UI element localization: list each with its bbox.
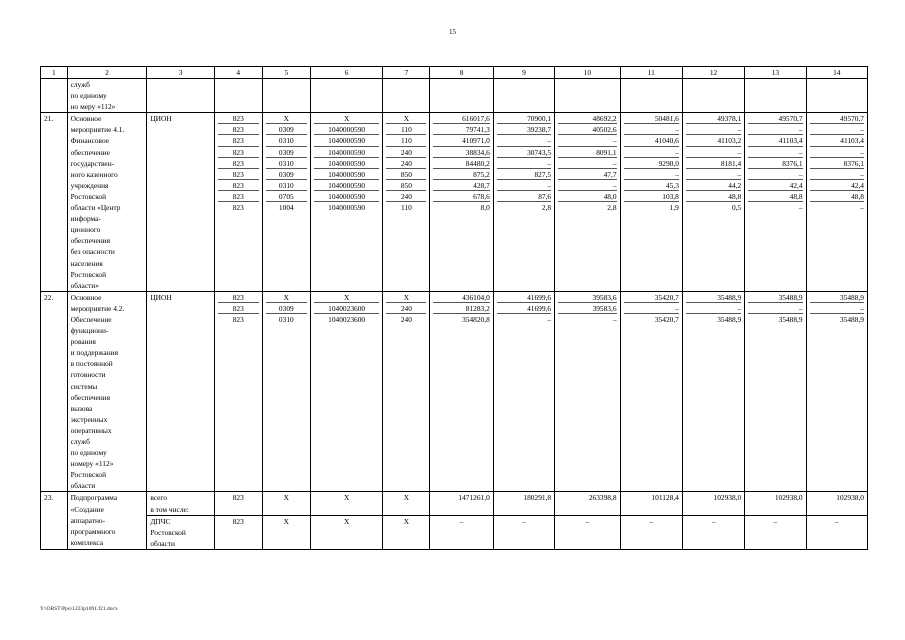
year-cell: –: [620, 515, 682, 549]
sub-row-value: 8,0: [480, 203, 490, 213]
sub-row-value: 38834,6: [433, 147, 489, 158]
name-line: служб: [70, 80, 90, 89]
executor-cell: [147, 79, 214, 113]
sub-row-value: 850: [386, 169, 426, 180]
sub-row-value: 0309: [266, 147, 307, 158]
sub-row-value: –: [497, 135, 551, 146]
sub-row-value: –: [624, 124, 679, 135]
sub-row-value: 47,7: [558, 169, 616, 180]
name-line: обеспечение: [70, 147, 110, 157]
sub-row-value: 240: [400, 314, 412, 324]
executor-cell: [147, 515, 214, 549]
executor-line: ДПЧС: [150, 516, 171, 526]
sub-row-value: 48,8: [748, 191, 802, 202]
sub-row-value: Х: [386, 292, 426, 303]
sub-row-value: Х: [266, 292, 307, 303]
year-cell: [745, 291, 806, 492]
sub-row-value: 354820,8: [462, 314, 490, 324]
budget-table: [40, 66, 868, 550]
sub-row-value: 823: [218, 147, 259, 158]
grbs-cell: [214, 113, 262, 292]
rzpr-cell: Х: [262, 492, 310, 515]
sub-row-value: 49570,7: [748, 113, 802, 124]
vr-cell: [383, 291, 430, 492]
sub-row-value: 1040000590: [314, 158, 380, 169]
name-line: аппаратно-: [70, 515, 106, 525]
sub-row-value: 823: [218, 292, 259, 303]
sub-row-value: Х: [314, 113, 380, 124]
sub-row-value: –: [497, 180, 551, 191]
sub-row-value: 35420,7: [624, 292, 679, 303]
sub-row-value: 48,8: [686, 191, 741, 202]
header-col: 13: [745, 67, 806, 79]
name-line: и поддержания: [70, 348, 119, 358]
rzpr-cell: Х: [262, 515, 310, 549]
vr-cell: Х: [383, 492, 430, 515]
year-cell: 102938,0: [745, 492, 806, 515]
year-cell: [682, 291, 744, 492]
sub-row-value: 0309: [266, 124, 307, 135]
total-cell: –: [430, 515, 493, 549]
sub-row-value: 70900,1: [497, 113, 551, 124]
rzpr-cell: [262, 291, 310, 492]
sub-row-value: 823: [218, 169, 259, 180]
sub-row-value: 823: [232, 314, 244, 324]
sub-row-value: –: [810, 303, 864, 314]
name-line: Основное: [70, 292, 102, 302]
year-cell: [493, 113, 554, 292]
empty-cell: [620, 79, 682, 113]
name-line: в постоянной: [70, 359, 113, 369]
sub-row-value: 8091,1: [558, 147, 616, 158]
name-line: рования: [70, 337, 96, 347]
row-number-cell: 22.: [41, 291, 68, 492]
sub-row-value: 0309: [266, 169, 307, 180]
name-line: Финансовое: [70, 136, 110, 146]
sub-row-value: –: [748, 303, 802, 314]
sub-row-value: –: [686, 147, 741, 158]
sub-row-value: 1040000590: [314, 124, 380, 135]
sub-row-value: 41103,4: [810, 135, 864, 146]
sub-row-value: Х: [386, 113, 426, 124]
sub-row-value: 240: [386, 147, 426, 158]
row-name-cell: [67, 79, 147, 113]
grbs-cell: [214, 291, 262, 492]
sub-row-value: 850: [386, 180, 426, 191]
sub-row-value: 39583,6: [558, 292, 616, 303]
row-number-cell: 23.: [41, 492, 68, 549]
sub-row-value: 35488,9: [686, 292, 741, 303]
sub-row-value: 0310: [266, 158, 307, 169]
sub-row-value: 823: [232, 203, 244, 213]
sub-row-value: 35488,9: [717, 314, 742, 324]
name-line: номеру «112»: [70, 459, 114, 469]
name-line: экстренных: [70, 414, 108, 424]
sub-row-value: 42,4: [748, 180, 802, 191]
sub-row-value: –: [686, 303, 741, 314]
sub-row-value: 0310: [278, 314, 294, 324]
name-line: Обеспечение: [70, 314, 112, 324]
year-cell: [806, 113, 867, 292]
name-line: Ростовской: [70, 269, 107, 279]
sub-row-value: 49570,7: [810, 113, 864, 124]
sub-row-value: –: [686, 169, 741, 180]
name-line: Ростовской: [70, 191, 107, 201]
sub-row-value: 35488,9: [839, 314, 864, 324]
sub-row-value: 35488,9: [778, 314, 803, 324]
table-row-continuation: [41, 79, 868, 113]
sub-row-value: 1040000590: [314, 180, 380, 191]
executor-cell: [147, 492, 214, 515]
sub-row-value: 678,6: [433, 191, 489, 202]
name-line: области «Центр: [70, 203, 121, 213]
year-cell: [493, 291, 554, 492]
sub-row-value: 110: [386, 135, 426, 146]
table-row-23-sub: [41, 515, 868, 549]
year-cell: 102938,0: [682, 492, 744, 515]
sub-row-value: 823: [218, 303, 259, 314]
total-cell: 1471261,0: [430, 492, 493, 515]
name-line: Ростовской: [70, 470, 107, 480]
sub-row-value: 35488,9: [748, 292, 802, 303]
year-cell: [806, 291, 867, 492]
csr-cell: [310, 291, 383, 492]
sub-row-value: 0310: [266, 180, 307, 191]
empty-cell: [745, 79, 806, 113]
header-col: 12: [682, 67, 744, 79]
sub-row-value: 0705: [266, 191, 307, 202]
name-line: «Создание: [70, 504, 104, 514]
empty-cell: [310, 79, 383, 113]
sub-row-value: 0310: [266, 135, 307, 146]
year-cell: [620, 291, 682, 492]
sub-row-value: –: [748, 169, 802, 180]
year-cell: 101128,4: [620, 492, 682, 515]
header-col: 9: [493, 67, 554, 79]
sub-row-value: 1040000590: [314, 147, 380, 158]
empty-cell: [806, 79, 867, 113]
empty-cell: [262, 79, 310, 113]
name-line: мероприятие 4.1.: [70, 125, 125, 135]
sub-row-value: –: [612, 314, 617, 324]
sub-row-value: 45,3: [624, 180, 679, 191]
sub-row-value: 48692,2: [558, 113, 616, 124]
name-line: Подпрограмма: [70, 493, 118, 503]
sub-row-value: –: [748, 124, 802, 135]
year-cell: –: [682, 515, 744, 549]
sub-row-value: 875,2: [433, 169, 489, 180]
sub-row-value: 2,8: [607, 203, 617, 213]
name-line: мероприятие 4.2.: [70, 303, 125, 313]
sub-row-value: 35488,9: [810, 292, 864, 303]
grbs-cell: 823: [214, 492, 262, 515]
name-line: государствен-: [70, 158, 115, 168]
sub-row-value: –: [860, 203, 864, 213]
sub-row-value: –: [624, 303, 679, 314]
year-cell: 180291,8: [493, 492, 554, 515]
name-line: но меру «112»: [70, 102, 116, 112]
page-number: 15: [449, 28, 456, 36]
row-number-cell: [41, 79, 68, 113]
name-line: вызова: [70, 403, 93, 413]
executor-line: всего: [150, 493, 167, 503]
sub-row-value: 41040,6: [624, 135, 679, 146]
table-row-21: [41, 113, 868, 292]
header-col: 4: [214, 67, 262, 79]
year-cell: –: [555, 515, 620, 549]
sub-row-value: 240: [386, 303, 426, 314]
sub-row-value: Х: [266, 113, 307, 124]
row-name-cell: [67, 113, 147, 292]
year-cell: [620, 113, 682, 292]
header-row: [41, 67, 868, 79]
total-cell: [430, 113, 493, 292]
row-name-cell: [67, 291, 147, 492]
sub-row-value: 39238,7: [497, 124, 551, 135]
empty-cell: [493, 79, 554, 113]
sub-row-value: 1040000590: [328, 203, 366, 213]
name-line: ного казенного: [70, 169, 118, 179]
sub-row-value: Х: [314, 292, 380, 303]
sub-row-value: 1040023600: [328, 314, 366, 324]
sub-row-value: 1040000590: [314, 169, 380, 180]
executor-line: области: [150, 538, 176, 548]
empty-cell: [383, 79, 430, 113]
header-col: 8: [430, 67, 493, 79]
name-line: ционного: [70, 225, 101, 235]
sub-row-value: 41103,4: [748, 135, 802, 146]
grbs-cell: 823: [214, 515, 262, 549]
sub-row-value: 8181,4: [686, 158, 741, 169]
sub-row-value: 110: [401, 203, 412, 213]
name-line: обеспечения: [70, 392, 111, 402]
sub-row-value: –: [558, 135, 616, 146]
name-line: учреждения: [70, 180, 109, 190]
sub-row-value: 103,8: [624, 191, 679, 202]
sub-row-value: –: [810, 124, 864, 135]
header-col: 2: [67, 67, 147, 79]
name-line: обеспечения: [70, 236, 111, 246]
sub-row-value: 1040000590: [314, 135, 380, 146]
sub-row-value: 42,4: [810, 180, 864, 191]
sub-row-value: –: [547, 314, 552, 324]
sub-row-value: 1004: [278, 203, 294, 213]
sub-row-value: 49378,1: [686, 113, 741, 124]
table-row-23: [41, 492, 868, 515]
year-cell: 102938,0: [806, 492, 867, 515]
name-line: оперативных: [70, 425, 112, 435]
header-col: 10: [555, 67, 620, 79]
sub-row-value: 616017,6: [433, 113, 489, 124]
sub-row-value: 823: [218, 158, 259, 169]
sub-row-value: 30743,5: [497, 147, 551, 158]
sub-row-value: –: [810, 169, 864, 180]
sub-row-value: –: [558, 180, 616, 191]
sub-row-value: 0309: [266, 303, 307, 314]
year-cell: [555, 113, 620, 292]
row-name-cell: [67, 492, 147, 549]
sub-row-value: 41103,2: [686, 135, 741, 146]
sub-row-value: –: [798, 203, 803, 213]
executor-line: в том числе:: [150, 504, 189, 514]
year-cell: –: [493, 515, 554, 549]
header-col: 5: [262, 67, 310, 79]
name-line: населения: [70, 258, 103, 268]
sub-row-value: 81283,2: [433, 303, 489, 314]
sub-row-value: –: [810, 147, 864, 158]
sub-row-value: 40502,6: [558, 124, 616, 135]
executor-cell: ЦИОН: [147, 291, 214, 492]
sub-row-value: 8376,1: [748, 158, 802, 169]
sub-row-value: 41699,6: [497, 303, 551, 314]
sub-row-value: 436104,0: [433, 292, 489, 303]
sub-row-value: 0,5: [731, 203, 742, 213]
total-cell: [430, 291, 493, 492]
sub-row-value: 44,2: [686, 180, 741, 191]
year-cell: –: [745, 515, 806, 549]
footer-file-path: Y:\ORST\Ppo\1223p1091.f21.docx: [40, 606, 118, 612]
sub-row-value: 41699,6: [497, 292, 551, 303]
sub-row-value: 35420,7: [654, 314, 679, 324]
sub-row-value: 823: [218, 113, 259, 124]
sub-row-value: 1,9: [669, 203, 679, 213]
sub-row-value: 823: [218, 191, 259, 202]
year-cell: 263398,8: [555, 492, 620, 515]
csr-cell: Х: [310, 515, 383, 549]
sub-row-value: 50481,6: [624, 113, 679, 124]
name-line: готовности: [70, 370, 106, 380]
name-line: служб: [70, 437, 90, 446]
empty-cell: [430, 79, 493, 113]
header-col: 11: [620, 67, 682, 79]
sub-row-value: 823: [218, 135, 259, 146]
empty-cell: [214, 79, 262, 113]
sub-row-value: –: [624, 147, 679, 158]
name-line: по единому: [70, 448, 107, 458]
sub-row-value: 240: [386, 191, 426, 202]
sub-row-value: 48,0: [558, 191, 616, 202]
name-line: без опасности: [70, 247, 115, 257]
sub-row-value: –: [686, 124, 741, 135]
year-cell: [555, 291, 620, 492]
csr-cell: Х: [310, 492, 383, 515]
sub-row-value: 823: [218, 124, 259, 135]
sub-row-value: 48,8: [810, 191, 864, 202]
sub-row-value: 84480,2: [433, 158, 489, 169]
executor-line: Ростовской: [150, 527, 186, 537]
sub-row-value: 240: [386, 158, 426, 169]
name-line: системы: [70, 381, 98, 391]
vr-cell: [383, 113, 430, 292]
header-col: 14: [806, 67, 867, 79]
header-col: 1: [41, 67, 68, 79]
sub-row-value: 87,6: [497, 191, 551, 202]
sub-row-value: 428,7: [433, 180, 489, 191]
header-col: 3: [147, 67, 214, 79]
name-line: по единому: [70, 91, 107, 101]
sub-row-value: –: [497, 158, 551, 169]
vr-cell: Х: [383, 515, 430, 549]
year-cell: –: [806, 515, 867, 549]
sub-row-value: 823: [218, 180, 259, 191]
executor-cell: ЦИОН: [147, 113, 214, 292]
sub-row-value: 1040000590: [314, 191, 380, 202]
empty-cell: [682, 79, 744, 113]
year-cell: [682, 113, 744, 292]
table-row-22: [41, 291, 868, 492]
name-line: Основное: [70, 114, 102, 124]
sub-row-value: 9290,0: [624, 158, 679, 169]
name-line: области: [70, 481, 96, 491]
year-cell: [745, 113, 806, 292]
sub-row-value: 2,8: [541, 203, 552, 213]
sub-row-value: 827,5: [497, 169, 551, 180]
header-col: 7: [383, 67, 430, 79]
rzpr-cell: [262, 113, 310, 292]
empty-cell: [555, 79, 620, 113]
sub-row-value: 110: [386, 124, 426, 135]
sub-row-value: 79741,3: [433, 124, 489, 135]
name-line: функциони-: [70, 326, 109, 336]
sub-row-value: –: [624, 169, 679, 180]
csr-cell: [310, 113, 383, 292]
name-line: области»: [70, 280, 99, 290]
name-line: комплекса: [70, 537, 104, 547]
row-number-cell: 21.: [41, 113, 68, 292]
sub-row-value: –: [748, 147, 802, 158]
header-col: 6: [310, 67, 383, 79]
sub-row-value: 8376,1: [810, 158, 864, 169]
sub-row-value: 410971,0: [433, 135, 489, 146]
name-line: программного: [70, 526, 116, 536]
sub-row-value: 39583,6: [558, 303, 616, 314]
sub-row-value: –: [558, 158, 616, 169]
name-line: информа-: [70, 214, 101, 224]
sub-row-value: 1040023600: [314, 303, 380, 314]
